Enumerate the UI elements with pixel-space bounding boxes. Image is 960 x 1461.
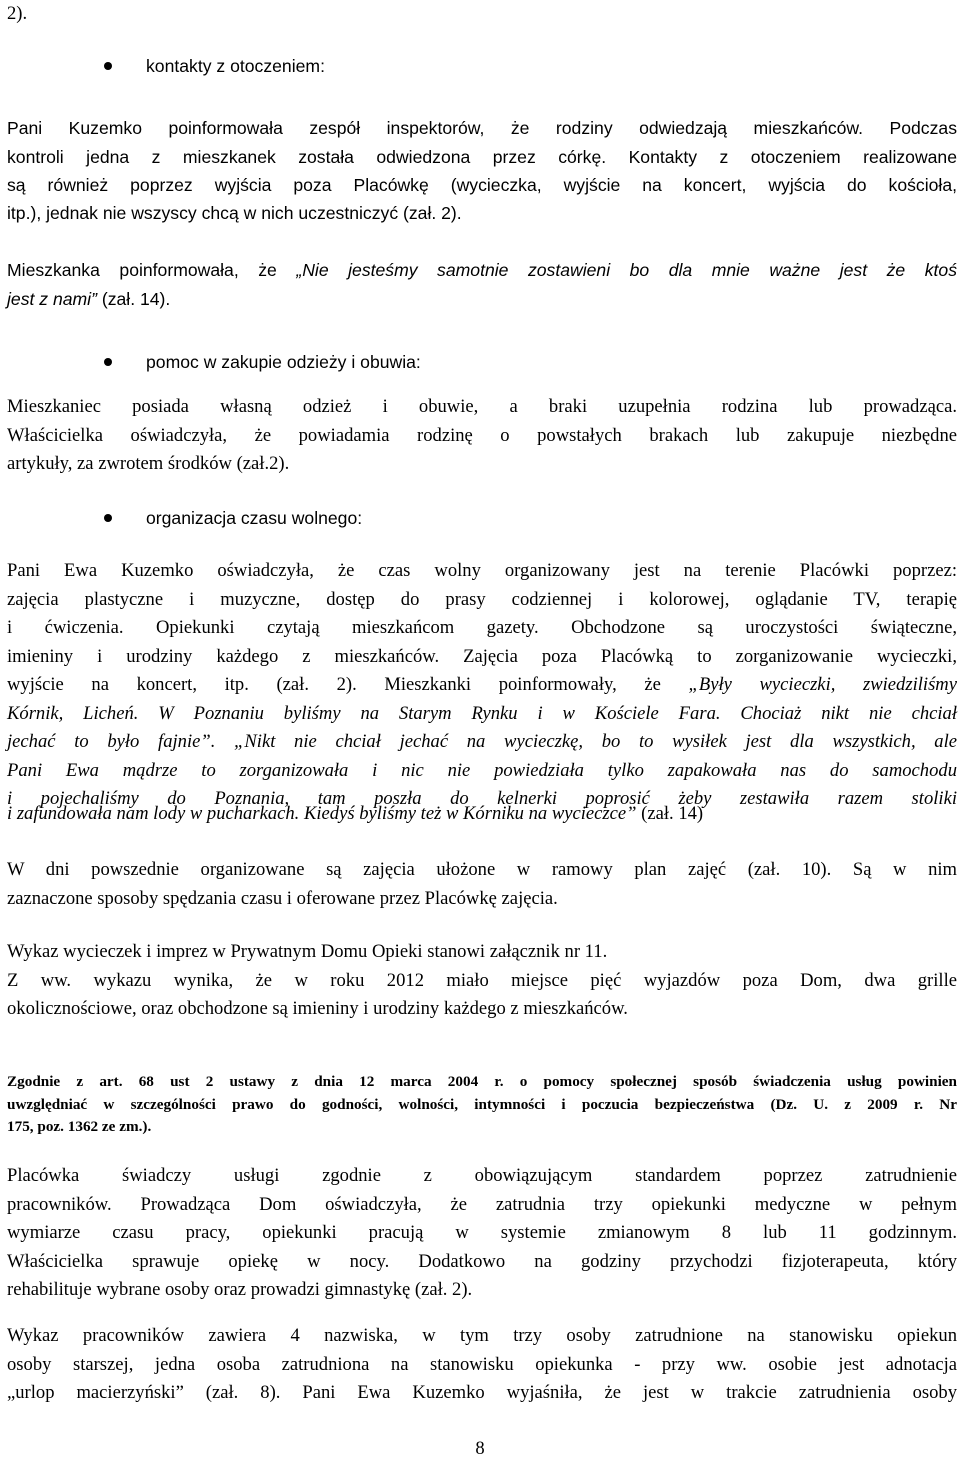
paragraph-trips: Z ww. wykazu wynika, że w roku 2012 miało miejsce pięć wyjazdów poza Dom, dwa grille <box>7 970 957 991</box>
bullet-free-time <box>0 504 960 534</box>
bullet-label: organizacja czasu wolnego: <box>146 508 363 528</box>
paragraph-resident-quote: Mieszkanka poinformowała, że „Nie jesteśmy samotnie zostawieni bo dla mnie ważne jest że ktoś <box>7 260 957 280</box>
paragraph-contacts: Pani Kuzemko poinformowała zespół inspektorów, że rodziny odwiedzają mieszkańców. Podczas kontroli jedna z mieszkanek została odwiedzona przez córkę. Kontakty z otoczeniem realizowane są również poprzez wyjścia poza Placówkę (wycieczka, wyjście na koncert, wyjścia do kościoła, <box>7 118 957 195</box>
bullet-label: pomoc w zakupie odzieży i obuwia: <box>146 352 421 372</box>
page-number: 8 <box>475 1438 485 1459</box>
paragraph-schedule: W dni powszednie organizowane są zajęcia ułożone w ramowy plan zajęć (zał. 10). Są w nim <box>7 859 957 880</box>
paragraph-staff: Placówka świadczy usługi zgodnie z obowiązującym standardem poprzez zatrudnienie pracowników. Prowadząca Dom oświadczyła, że zatrudnia trzy opiekunki medyczne w pełnym wymiarze czasu pracy, opiekunki pracują w systemie zmianowym 8 lub 11 godzinnym. Właścicielka sprawuje opiekę w nocy. Dodatkowo na godziny przychodzi fizjoterapeuta, który <box>7 1165 957 1272</box>
paragraph-schedule-end: zaznaczone sposoby spędzania czasu i oferowane przez Placówkę zajęcia. <box>7 888 558 909</box>
resident-quote: „Nie jesteśmy samotnie zostawieni bo dla mnie ważne jest że ktoś <box>296 260 957 280</box>
paragraph-free-time-end: i zafundowała nam lody w pucharkach. Kiedyś byliśmy też w Kórniku na wycieczce” (zał. 14) <box>7 803 704 824</box>
bullet-label: kontakty z otoczeniem: <box>146 56 325 76</box>
bullet-icon <box>104 62 112 70</box>
paragraph-clothing: Mieszkaniec posiada własną odzież i obuwie, a braki uzupełnia rodzina lub prowadząca. Właścicielka oświadczyła, że powiadamia rodzinę o powstałych brakach lub zakupuje niezbędne <box>7 396 957 446</box>
legal-reference: Zgodnie z art. 68 ust 2 ustawy z dnia 12 marca 2004 r. o pomocy społecznej sposób świadczenia usług powinien uwzględniać w szczególności prawo do godności, wolności, intymności i poczucia bezpieczeństwa (Dz. U. z 2009 r. Nr <box>7 1073 957 1113</box>
paragraph-staff-list: Wykaz pracowników zawiera 4 nazwiska, w tym trzy osoby zatrudnione na stanowisku opiekun osoby starszej, jedna osoba zatrudniona na stanowisku opiekunka - przy ww. osobie jest adnotacja „urlop macierzyński” (zał. 8). Pani Ewa Kuzemko wyjaśniła, że jest w trakcie zatrudnienia osoby <box>7 1325 957 1403</box>
bullet-icon <box>104 514 112 522</box>
paragraph-staff-end: rehabilituje wybrane osoby oraz prowadzi gimnastykę (zał. 2). <box>7 1279 473 1300</box>
continuation-fragment: 2). <box>7 3 28 24</box>
paragraph-trips-end: okolicznościowe, oraz obchodzone są imieniny i urodziny każdego z mieszkańców. <box>7 998 628 1019</box>
bullet-contacts <box>0 52 960 82</box>
legal-reference-end: 175, poz. 1362 ze zm.). <box>7 1118 152 1135</box>
paragraph-free-time: Pani Ewa Kuzemko oświadczyła, że czas wolny organizowany jest na terenie Placówki poprzez: zajęcia plastyczne i muzyczne, dostęp do prasy codziennej i kolorowej, oglądanie TV, terapię i ćwiczenia. Opiekunki czytają mieszkańcom gazety. Obchodzone są uroczystości świąteczne, imieniny i urodziny każdego z mieszkańców. Zajęcia poza Placówką to zorganizowanie wycieczki, wyjście na koncert, itp. (zał. 2). Mieszkanki poinformowały, że „Były wycieczki, zwiedziliśmy Kórnik, Licheń. W Poznaniu byliśmy na Starym Rynku i w Kościele Fara. Chociaż nikt nie chciał jechać to było fajnie”. „Nikt nie chciał jechać na wycieczkę, bo to wysiłek jest dla wszystkich, ale Pani Ewa mądrze to zorganizowała i nic nie powiedziała tylko zapakowała nas do samochodu i pojechaliśmy do Poznania, tam poszła do kelnerki poprosić żeby zestawiła razem stoliki <box>7 560 957 809</box>
paragraph-contacts-end: itp.), jednak nie wszyscy chcą w nich uczestniczyć (zał. 2). <box>7 203 462 223</box>
bullet-icon <box>104 358 112 366</box>
paragraph-resident-quote-end: jest z nami” (zał. 14). <box>7 289 171 309</box>
paragraph-clothing-end: artykuły, za zwrotem środków (zał.2). <box>7 453 290 474</box>
paragraph-trips-list: Wykaz wycieczek i imprez w Prywatnym Domu Opieki stanowi załącznik nr 11. <box>7 941 608 962</box>
bullet-clothing <box>0 348 960 378</box>
